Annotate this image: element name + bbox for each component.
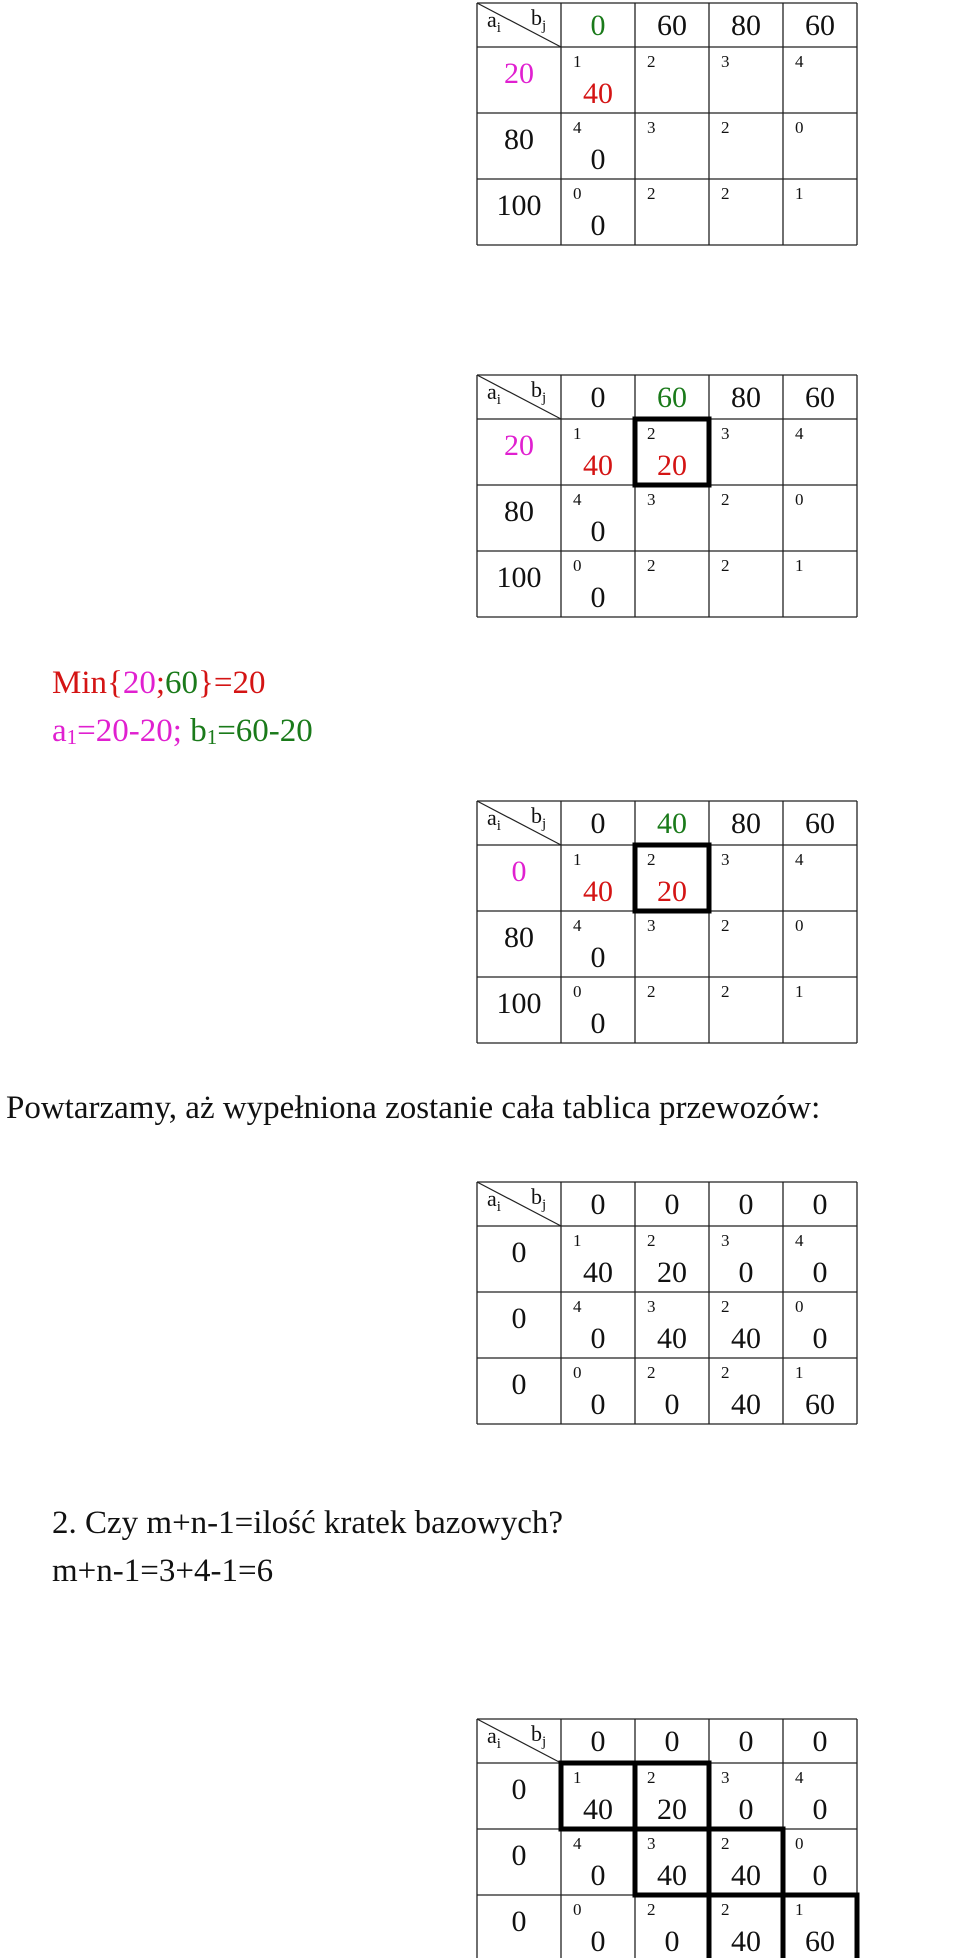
cost-value: 2	[647, 556, 656, 575]
allocation-value: 40	[731, 1925, 761, 1958]
supply-value: 0	[511, 1905, 527, 1938]
supply-value: 0	[511, 1368, 527, 1401]
table-grid	[477, 375, 857, 617]
allocation-value: 20	[657, 875, 687, 908]
cost-value: 4	[795, 1768, 804, 1787]
transport-table-5	[476, 1718, 868, 1958]
demand-value: 80	[731, 381, 761, 414]
formula-line: m+n-1=3+4-1=6	[52, 1553, 274, 1589]
demand-value: 0	[812, 1725, 828, 1758]
corner-label-a: $a_i$	[487, 805, 501, 834]
cost-value: 2	[647, 982, 656, 1001]
supply-value: 80	[504, 123, 534, 156]
allocation-value: 20	[657, 1256, 687, 1289]
cost-value: 3	[721, 850, 730, 869]
cost-value: 1	[573, 52, 582, 71]
transport-table-4	[476, 1181, 868, 1421]
cost-value: 1	[795, 1900, 804, 1919]
allocation-value: 0	[590, 581, 606, 614]
allocation-value: 40	[657, 1859, 687, 1892]
cost-value: 2	[721, 916, 730, 935]
cost-value: 1	[573, 850, 582, 869]
demand-value: 0	[590, 381, 606, 414]
demand-value: 0	[590, 1188, 606, 1221]
cost-value: 3	[721, 52, 730, 71]
cost-value: 1	[795, 1363, 804, 1382]
corner-label-b: $b_j$	[531, 1184, 547, 1213]
allocation-value: 0	[590, 1388, 606, 1421]
cost-value: 2	[647, 184, 656, 203]
allocation-value: 40	[583, 1256, 613, 1289]
allocation-value: 0	[590, 1859, 606, 1892]
allocation-value: 20	[657, 1793, 687, 1826]
allocation-value: 0	[590, 1925, 606, 1958]
demand-value: 0	[664, 1725, 680, 1758]
supply-value: 100	[496, 987, 542, 1020]
cost-value: 2	[647, 424, 656, 443]
cost-value: 2	[721, 184, 730, 203]
demand-value: 0	[738, 1725, 754, 1758]
allocation-value: 60	[805, 1388, 835, 1421]
supply-value: 0	[511, 1839, 527, 1872]
min-calculation: Min{20;60}=20	[52, 665, 266, 701]
demand-value: 60	[805, 381, 835, 414]
demand-value: 0	[590, 807, 606, 840]
cost-value: 3	[721, 424, 730, 443]
cost-value: 3	[647, 490, 656, 509]
cost-value: 4	[795, 1231, 804, 1250]
allocation-value: 0	[590, 143, 606, 176]
cost-value: 1	[795, 184, 804, 203]
allocation-value: 0	[812, 1793, 828, 1826]
cost-value: 4	[573, 118, 582, 137]
allocation-value: 60	[805, 1925, 835, 1958]
transport-table-1	[476, 2, 868, 242]
cost-value: 0	[795, 916, 804, 935]
cost-value: 2	[647, 52, 656, 71]
supply-value: 80	[504, 921, 534, 954]
allocation-value: 0	[590, 941, 606, 974]
corner-label-a: $a_i$	[487, 1723, 501, 1752]
demand-value: 0	[590, 1725, 606, 1758]
allocation-value: 0	[738, 1793, 754, 1826]
repeat-instruction: Powtarzamy, aż wypełniona zostanie cała tablica przewozów:	[6, 1090, 821, 1126]
cost-value: 0	[573, 982, 582, 1001]
corner-label-a: $a_i$	[487, 7, 501, 36]
demand-value: 80	[731, 9, 761, 42]
allocation-value: 40	[657, 1322, 687, 1355]
corner-label-a: $a_i$	[487, 1186, 501, 1215]
allocation-value: 0	[812, 1859, 828, 1892]
cost-value: 0	[573, 1900, 582, 1919]
cost-value: 3	[721, 1768, 730, 1787]
cost-value: 4	[795, 424, 804, 443]
allocation-value: 0	[664, 1925, 680, 1958]
cost-value: 4	[795, 850, 804, 869]
allocation-value: 20	[657, 449, 687, 482]
demand-value: 60	[657, 381, 687, 414]
allocation-value: 40	[583, 1793, 613, 1826]
demand-value: 0	[738, 1188, 754, 1221]
cost-value: 2	[647, 1900, 656, 1919]
cost-value: 0	[573, 1363, 582, 1382]
supply-value: 20	[504, 57, 534, 90]
supply-value: 0	[511, 1302, 527, 1335]
allocation-value: 0	[590, 515, 606, 548]
transport-table-3	[476, 800, 868, 1050]
supply-value: 0	[511, 855, 527, 888]
cost-value: 4	[573, 1297, 582, 1316]
cost-value: 4	[573, 490, 582, 509]
corner-label-b: $b_j$	[531, 5, 547, 34]
corner-label-b: $b_j$	[531, 377, 547, 406]
demand-value: 40	[657, 807, 687, 840]
allocation-value: 0	[590, 209, 606, 242]
allocation-value: 40	[731, 1859, 761, 1892]
cost-value: 1	[573, 424, 582, 443]
cost-value: 0	[573, 184, 582, 203]
question-line: 2. Czy m+n-1=ilość kratek bazowych?	[52, 1505, 563, 1541]
cost-value: 3	[647, 1297, 656, 1316]
cost-value: 3	[721, 1231, 730, 1250]
demand-value: 60	[657, 9, 687, 42]
cost-value: 0	[795, 118, 804, 137]
allocation-value: 0	[738, 1256, 754, 1289]
cost-value: 4	[573, 916, 582, 935]
allocation-value: 40	[731, 1388, 761, 1421]
demand-value: 0	[812, 1188, 828, 1221]
allocation-value: 0	[812, 1256, 828, 1289]
supply-value: 0	[511, 1236, 527, 1269]
cost-value: 2	[647, 1363, 656, 1382]
demand-value: 60	[805, 807, 835, 840]
cost-value: 1	[573, 1231, 582, 1250]
corner-label-b: $b_j$	[531, 1721, 547, 1750]
table-grid	[477, 1182, 857, 1424]
cost-value: 0	[795, 1834, 804, 1853]
table-grid	[477, 3, 857, 245]
allocation-value: 40	[583, 449, 613, 482]
update-calculation: a1=20-20; b1=60-20	[52, 713, 313, 749]
cost-value: 2	[647, 850, 656, 869]
demand-value: 60	[805, 9, 835, 42]
cost-value: 2	[647, 1231, 656, 1250]
transport-table-2	[476, 374, 868, 614]
cost-value: 2	[721, 490, 730, 509]
supply-value: 80	[504, 495, 534, 528]
cost-value: 2	[721, 556, 730, 575]
allocation-value: 0	[812, 1322, 828, 1355]
cost-value: 2	[721, 118, 730, 137]
demand-value: 0	[590, 9, 606, 42]
cost-value: 2	[721, 1363, 730, 1382]
allocation-value: 0	[590, 1007, 606, 1040]
cost-value: 2	[721, 1834, 730, 1853]
supply-value: 100	[496, 189, 542, 222]
allocation-value: 40	[583, 77, 613, 110]
table-grid	[477, 1719, 857, 1958]
corner-label-b: $b_j$	[531, 803, 547, 832]
cost-value: 4	[795, 52, 804, 71]
cost-value: 1	[573, 1768, 582, 1787]
table-grid	[477, 801, 857, 1043]
demand-value: 80	[731, 807, 761, 840]
cost-value: 0	[795, 490, 804, 509]
cost-value: 3	[647, 916, 656, 935]
cost-value: 2	[721, 1900, 730, 1919]
supply-value: 100	[496, 561, 542, 594]
allocation-value: 40	[731, 1322, 761, 1355]
allocation-value: 40	[583, 875, 613, 908]
cost-value: 0	[573, 556, 582, 575]
allocation-value: 0	[590, 1322, 606, 1355]
cost-value: 2	[721, 1297, 730, 1316]
corner-label-a: $a_i$	[487, 379, 501, 408]
cost-value: 0	[795, 1297, 804, 1316]
supply-value: 20	[504, 429, 534, 462]
supply-value: 0	[511, 1773, 527, 1806]
cost-value: 2	[721, 982, 730, 1001]
demand-value: 0	[664, 1188, 680, 1221]
cost-value: 1	[795, 556, 804, 575]
cost-value: 3	[647, 1834, 656, 1853]
cost-value: 3	[647, 118, 656, 137]
allocation-value: 0	[664, 1388, 680, 1421]
cost-value: 4	[573, 1834, 582, 1853]
cost-value: 2	[647, 1768, 656, 1787]
cost-value: 1	[795, 982, 804, 1001]
